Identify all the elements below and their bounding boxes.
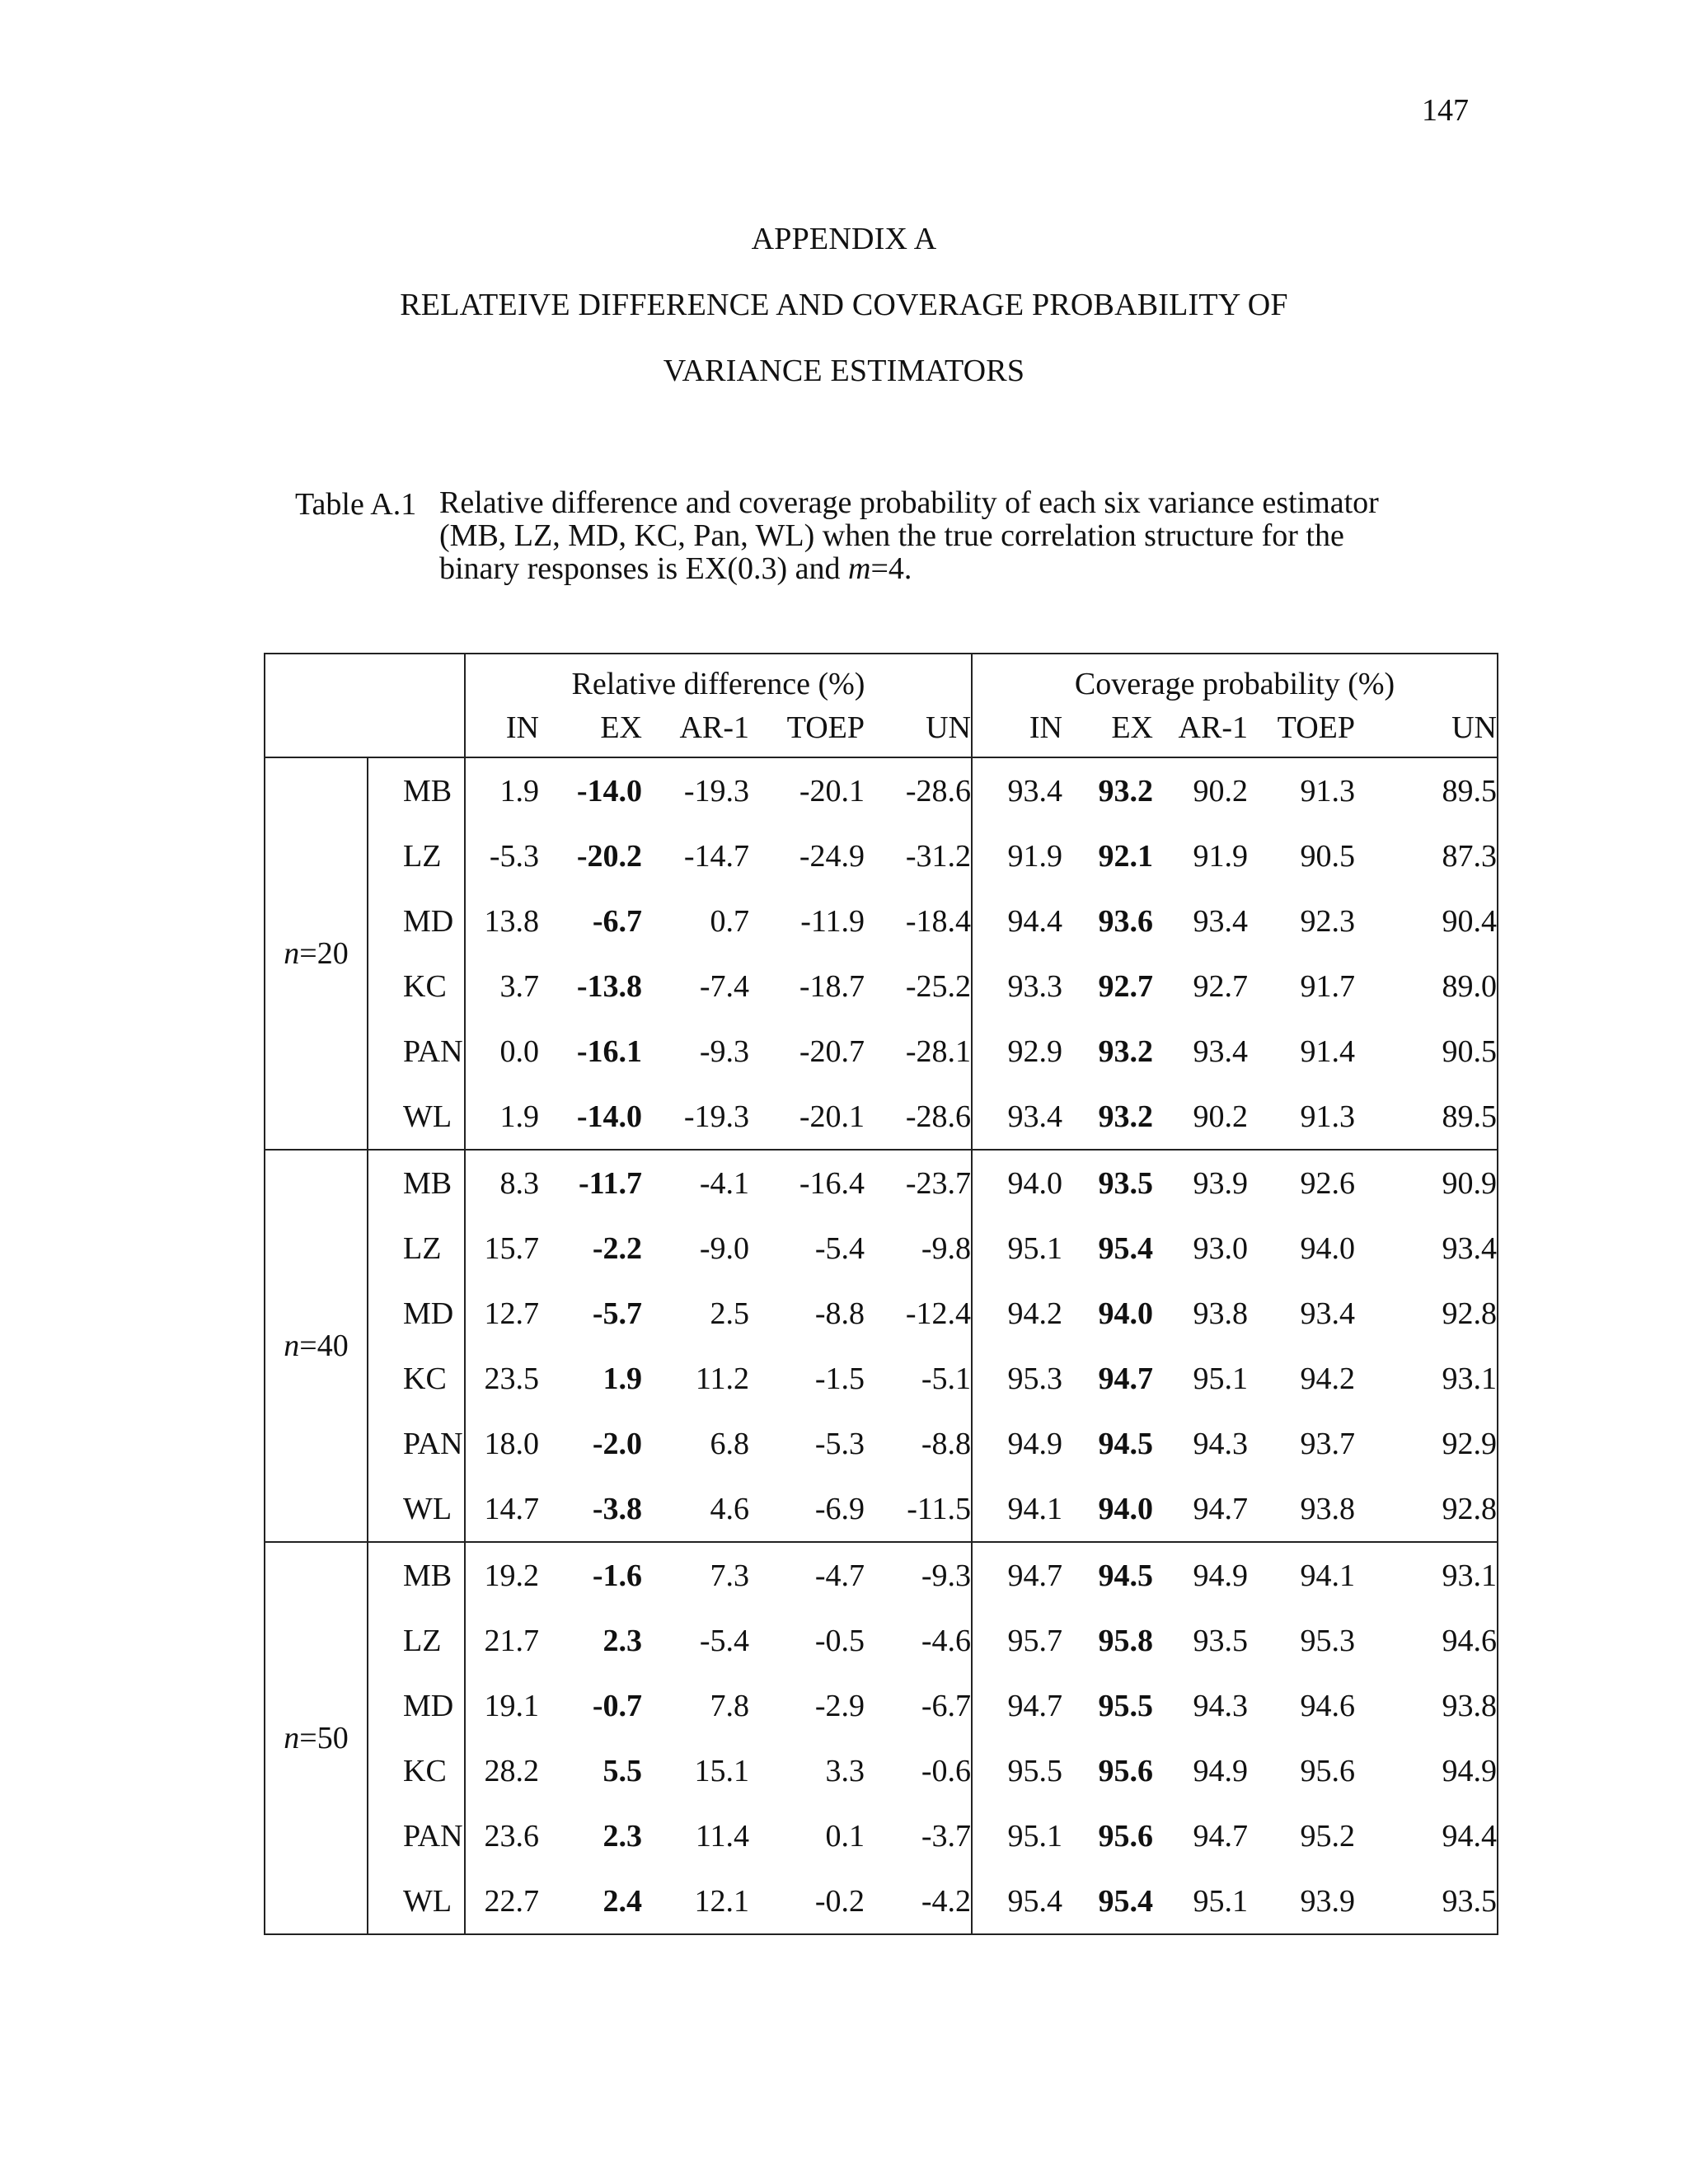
coverage-probability-cell: 94.5 bbox=[1098, 1426, 1153, 1461]
table-row bbox=[265, 1868, 1498, 1934]
relative-difference-cell: -31.2 bbox=[905, 838, 971, 874]
relative-difference-cell: 22.7 bbox=[465, 1868, 539, 1934]
col-header-rd-ex: EX bbox=[539, 705, 642, 757]
coverage-probability-cell: 92.7 bbox=[1193, 968, 1248, 1004]
appendix-subtitle-line1: RELATEIVE DIFFERENCE AND COVERAGE PROBABILITY OF bbox=[400, 288, 1288, 322]
coverage-probability-cell: 91.3 bbox=[1300, 773, 1355, 808]
coverage-probability-cell: 94.7 bbox=[1098, 1361, 1153, 1396]
coverage-probability-cell: 93.1 bbox=[1355, 1346, 1498, 1411]
caption-line-2: (MB, LZ, MD, KC, Pan, WL) when the true correlation structure for the bbox=[439, 518, 1344, 553]
coverage-probability-cell: 91.9 bbox=[1193, 838, 1248, 874]
relative-difference-cell: 18.0 bbox=[465, 1411, 539, 1476]
coverage-probability-cell: 93.5 bbox=[1193, 1623, 1248, 1658]
relative-difference-cell: 21.7 bbox=[465, 1608, 539, 1673]
table-row bbox=[265, 1608, 1498, 1673]
coverage-probability-cell: 94.1 bbox=[1300, 1558, 1355, 1593]
relative-difference-cell: -28.1 bbox=[905, 1033, 971, 1069]
relative-difference-cell: -25.2 bbox=[905, 968, 971, 1004]
relative-difference-cell: 3.7 bbox=[465, 954, 539, 1019]
coverage-probability-cell: 95.4 bbox=[1098, 1230, 1153, 1266]
coverage-probability-cell: 94.1 bbox=[972, 1476, 1062, 1542]
relative-difference-cell: 4.6 bbox=[642, 1476, 749, 1542]
coverage-probability-cell: 95.7 bbox=[972, 1608, 1062, 1673]
coverage-probability-cell: 94.7 bbox=[1153, 1476, 1248, 1542]
estimator-label: WL bbox=[368, 1868, 465, 1934]
coverage-probability-cell: 94.9 bbox=[1193, 1558, 1248, 1593]
relative-difference-cell: -16.1 bbox=[576, 1033, 642, 1069]
page-number: 147 bbox=[1422, 93, 1469, 128]
relative-difference-cell: -8.8 bbox=[814, 1296, 865, 1331]
relative-difference-cell: -9.0 bbox=[699, 1230, 749, 1266]
coverage-probability-cell: 95.4 bbox=[1062, 1868, 1153, 1934]
relative-difference-cell: -3.8 bbox=[539, 1476, 642, 1542]
appendix-subtitle-line2: VARIANCE ESTIMATORS bbox=[663, 354, 1025, 388]
coverage-probability-cell: 94.7 bbox=[972, 1542, 1062, 1608]
n-symbol: n bbox=[284, 1329, 300, 1363]
col-header-cp-ar1: AR-1 bbox=[1153, 705, 1248, 757]
sample-size-label bbox=[265, 1150, 368, 1542]
relative-difference-cell: -20.2 bbox=[576, 838, 642, 874]
coverage-probability-cell: 90.9 bbox=[1355, 1150, 1498, 1216]
col-header-cp-in: IN bbox=[972, 705, 1062, 757]
relative-difference-cell: 13.8 bbox=[465, 888, 539, 954]
relative-difference-cell: -6.7 bbox=[921, 1688, 971, 1723]
relative-difference-cell: 1.9 bbox=[465, 1084, 539, 1150]
coverage-probability-cell: 93.4 bbox=[1300, 1296, 1355, 1331]
col-header-cp-toep: TOEP bbox=[1248, 705, 1355, 757]
relative-difference-cell: 5.5 bbox=[603, 1753, 642, 1788]
table-row bbox=[265, 888, 1498, 954]
table-row bbox=[265, 954, 1498, 1019]
coverage-probability-cell: 91.3 bbox=[1248, 1084, 1355, 1150]
relative-difference-cell: -5.4 bbox=[814, 1230, 865, 1266]
coverage-probability-cell: 93.3 bbox=[972, 954, 1062, 1019]
estimator-label: PAN bbox=[403, 1033, 463, 1069]
estimator-label: LZ bbox=[403, 1623, 442, 1658]
caption-line-3-end: =4. bbox=[870, 551, 912, 586]
relative-difference-cell: 12.1 bbox=[642, 1868, 749, 1934]
coverage-probability-cell: 90.2 bbox=[1193, 773, 1248, 808]
relative-difference-cell: -3.7 bbox=[921, 1818, 971, 1854]
relative-difference-cell: 2.3 bbox=[603, 1818, 642, 1854]
estimator-label: KC bbox=[403, 968, 447, 1004]
relative-difference-cell: -1.6 bbox=[592, 1558, 642, 1593]
coverage-probability-cell: 93.0 bbox=[1193, 1230, 1248, 1266]
coverage-probability-cell: 92.3 bbox=[1300, 903, 1355, 939]
table-row bbox=[265, 1411, 1498, 1476]
coverage-probability-cell: 94.7 bbox=[1193, 1818, 1248, 1854]
relative-difference-cell: -18.4 bbox=[905, 903, 971, 939]
relative-difference-cell: -4.7 bbox=[814, 1558, 865, 1593]
table-caption bbox=[439, 486, 1470, 585]
coverage-probability-cell: 92.9 bbox=[1355, 1411, 1498, 1476]
relative-difference-cell: -2.0 bbox=[592, 1426, 642, 1461]
results-table bbox=[264, 653, 1498, 1935]
relative-difference-cell: -6.9 bbox=[749, 1476, 865, 1542]
table-row bbox=[265, 1019, 1498, 1084]
relative-difference-cell: 19.1 bbox=[465, 1673, 539, 1738]
table-row bbox=[265, 1476, 1498, 1542]
coverage-probability-cell: 93.2 bbox=[1062, 1084, 1153, 1150]
estimator-label: WL bbox=[368, 1084, 465, 1150]
coverage-probability-cell: 93.4 bbox=[1193, 1033, 1248, 1069]
relative-difference-cell: -5.4 bbox=[699, 1623, 749, 1658]
appendix-title: APPENDIX A bbox=[751, 222, 937, 256]
estimator-label: MB bbox=[403, 1558, 452, 1593]
relative-difference-cell: 28.2 bbox=[465, 1738, 539, 1803]
coverage-probability-cell: 93.5 bbox=[1098, 1165, 1153, 1201]
coverage-probability-cell: 94.2 bbox=[1300, 1361, 1355, 1396]
caption-line-1: Relative difference and coverage probability of each six variance estimator bbox=[439, 485, 1379, 520]
coverage-probability-cell: 90.2 bbox=[1153, 1084, 1248, 1150]
relative-difference-cell: -19.3 bbox=[642, 1084, 749, 1150]
coverage-probability-cell: 92.6 bbox=[1300, 1165, 1355, 1201]
relative-difference-cell: -4.6 bbox=[921, 1623, 971, 1658]
coverage-probability-cell: 95.4 bbox=[972, 1868, 1062, 1934]
coverage-probability-cell: 94.0 bbox=[1062, 1476, 1153, 1542]
relative-difference-cell: 3.3 bbox=[825, 1753, 865, 1788]
coverage-probability-cell: 94.0 bbox=[972, 1150, 1062, 1216]
table-caption-label: Table A.1 bbox=[295, 487, 417, 522]
relative-difference-cell: -4.1 bbox=[699, 1165, 749, 1201]
relative-difference-cell: 6.8 bbox=[710, 1426, 749, 1461]
relative-difference-cell: -11.5 bbox=[865, 1476, 972, 1542]
coverage-probability-cell: 94.6 bbox=[1355, 1608, 1498, 1673]
table-row bbox=[265, 1803, 1498, 1868]
coverage-probability-cell: 91.9 bbox=[972, 823, 1062, 888]
coverage-probability-cell: 95.8 bbox=[1098, 1623, 1153, 1658]
coverage-probability-cell: 94.5 bbox=[1098, 1558, 1153, 1593]
coverage-probability-cell: 93.9 bbox=[1193, 1165, 1248, 1201]
coverage-probability-cell: 94.9 bbox=[1355, 1738, 1498, 1803]
relative-difference-header: Relative difference (%) bbox=[465, 654, 972, 705]
relative-difference-cell: 15.7 bbox=[465, 1216, 539, 1281]
estimator-label: LZ bbox=[403, 1230, 442, 1266]
relative-difference-cell: 11.2 bbox=[695, 1361, 749, 1396]
relative-difference-cell: -11.7 bbox=[578, 1165, 642, 1201]
relative-difference-cell: 23.5 bbox=[465, 1346, 539, 1411]
table-header-row-1 bbox=[265, 654, 1498, 705]
relative-difference-cell: -5.1 bbox=[921, 1361, 971, 1396]
table-row bbox=[265, 1673, 1498, 1738]
estimator-label: KC bbox=[403, 1753, 447, 1788]
relative-difference-cell: -2.9 bbox=[814, 1688, 865, 1723]
coverage-probability-cell: 95.6 bbox=[1098, 1753, 1153, 1788]
col-header-cp-un: UN bbox=[1355, 705, 1498, 757]
coverage-probability-cell: 89.0 bbox=[1355, 954, 1498, 1019]
table-row bbox=[265, 1281, 1498, 1346]
coverage-probability-cell: 93.4 bbox=[1355, 1216, 1498, 1281]
coverage-probability-cell: 95.2 bbox=[1300, 1818, 1355, 1854]
n-value: =20 bbox=[299, 936, 349, 971]
coverage-probability-cell: 93.9 bbox=[1248, 1868, 1355, 1934]
coverage-probability-cell: 93.4 bbox=[1193, 903, 1248, 939]
table-row bbox=[265, 1542, 1498, 1608]
relative-difference-cell: -5.7 bbox=[592, 1296, 642, 1331]
relative-difference-cell: -20.7 bbox=[799, 1033, 865, 1069]
relative-difference-cell: -28.6 bbox=[865, 1084, 972, 1150]
n-symbol: n bbox=[284, 1721, 300, 1755]
n-value: =50 bbox=[299, 1721, 349, 1755]
estimator-label: PAN bbox=[403, 1818, 463, 1854]
relative-difference-cell: -23.7 bbox=[905, 1165, 971, 1201]
relative-difference-cell: -14.0 bbox=[539, 1084, 642, 1150]
table-row bbox=[265, 757, 1498, 823]
relative-difference-cell: -4.2 bbox=[865, 1868, 972, 1934]
estimator-label: MD bbox=[403, 903, 454, 939]
relative-difference-cell: -0.5 bbox=[814, 1623, 865, 1658]
estimator-label: PAN bbox=[403, 1426, 463, 1461]
relative-difference-cell: 2.5 bbox=[710, 1296, 749, 1331]
relative-difference-cell: -1.5 bbox=[814, 1361, 865, 1396]
coverage-probability-cell: 93.8 bbox=[1355, 1673, 1498, 1738]
estimator-label: WL bbox=[368, 1476, 465, 1542]
coverage-probability-cell: 95.3 bbox=[972, 1346, 1062, 1411]
relative-difference-cell: 0.0 bbox=[465, 1019, 539, 1084]
coverage-probability-cell: 92.1 bbox=[1098, 838, 1153, 874]
estimator-label: MD bbox=[403, 1296, 454, 1331]
relative-difference-cell: -16.4 bbox=[799, 1165, 865, 1201]
coverage-probability-cell: 94.4 bbox=[972, 888, 1062, 954]
caption-line-3-text: binary responses is EX(0.3) and bbox=[439, 551, 849, 586]
table-header-row-2 bbox=[265, 705, 1498, 757]
coverage-probability-cell: 94.3 bbox=[1193, 1426, 1248, 1461]
relative-difference-cell: -19.3 bbox=[683, 773, 749, 808]
table-row bbox=[265, 1346, 1498, 1411]
relative-difference-cell: 15.1 bbox=[694, 1753, 749, 1788]
coverage-probability-cell: 90.5 bbox=[1300, 838, 1355, 874]
estimator-label: MD bbox=[403, 1688, 454, 1723]
relative-difference-cell: 23.6 bbox=[465, 1803, 539, 1868]
sample-size-label bbox=[265, 1542, 368, 1934]
coverage-probability-cell: 94.0 bbox=[1098, 1296, 1153, 1331]
coverage-probability-cell: 94.0 bbox=[1300, 1230, 1355, 1266]
relative-difference-cell: -6.7 bbox=[592, 903, 642, 939]
coverage-probability-cell: 95.5 bbox=[972, 1738, 1062, 1803]
n-symbol: n bbox=[284, 936, 300, 971]
relative-difference-cell: 7.8 bbox=[710, 1688, 749, 1723]
relative-difference-cell: 11.4 bbox=[695, 1818, 749, 1854]
sample-size-label bbox=[265, 757, 368, 1150]
estimator-label: MB bbox=[403, 773, 452, 808]
relative-difference-cell: 1.9 bbox=[465, 757, 539, 823]
coverage-probability-cell: 93.8 bbox=[1248, 1476, 1355, 1542]
caption-m-symbol: m bbox=[848, 551, 871, 586]
coverage-probability-cell: 91.4 bbox=[1300, 1033, 1355, 1069]
coverage-probability-cell: 87.3 bbox=[1355, 823, 1498, 888]
coverage-probability-cell: 90.5 bbox=[1355, 1019, 1498, 1084]
coverage-probability-cell: 93.6 bbox=[1098, 903, 1153, 939]
caption-line-3 bbox=[439, 552, 1470, 585]
coverage-probability-cell: 93.4 bbox=[972, 757, 1062, 823]
coverage-probability-cell: 94.7 bbox=[972, 1673, 1062, 1738]
coverage-probability-cell: 95.1 bbox=[1193, 1361, 1248, 1396]
col-header-cp-ex: EX bbox=[1062, 705, 1153, 757]
n-value: =40 bbox=[299, 1329, 349, 1363]
relative-difference-cell: 1.9 bbox=[603, 1361, 642, 1396]
coverage-probability-header: Coverage probability (%) bbox=[972, 654, 1498, 705]
estimator-label: LZ bbox=[403, 838, 442, 874]
estimator-label: KC bbox=[403, 1361, 447, 1396]
coverage-probability-cell: 89.5 bbox=[1355, 757, 1498, 823]
relative-difference-cell: -2.2 bbox=[592, 1230, 642, 1266]
coverage-probability-cell: 89.5 bbox=[1355, 1084, 1498, 1150]
relative-difference-cell: -0.2 bbox=[749, 1868, 865, 1934]
relative-difference-cell: -5.3 bbox=[465, 823, 539, 888]
coverage-probability-cell: 94.6 bbox=[1300, 1688, 1355, 1723]
coverage-probability-cell: 93.5 bbox=[1355, 1868, 1498, 1934]
col-header-rd-in: IN bbox=[465, 705, 539, 757]
relative-difference-cell: 14.7 bbox=[465, 1476, 539, 1542]
coverage-probability-cell: 92.9 bbox=[972, 1019, 1062, 1084]
coverage-probability-cell: 95.3 bbox=[1300, 1623, 1355, 1658]
table-row bbox=[265, 1150, 1498, 1216]
table-row bbox=[265, 1738, 1498, 1803]
coverage-probability-cell: 93.2 bbox=[1098, 1033, 1153, 1069]
coverage-probability-cell: 95.1 bbox=[972, 1803, 1062, 1868]
col-header-rd-ar1: AR-1 bbox=[642, 705, 749, 757]
coverage-probability-cell: 92.8 bbox=[1355, 1281, 1498, 1346]
table-row bbox=[265, 823, 1498, 888]
coverage-probability-cell: 95.5 bbox=[1098, 1688, 1153, 1723]
relative-difference-cell: -9.3 bbox=[921, 1558, 971, 1593]
relative-difference-cell: 7.3 bbox=[710, 1558, 749, 1593]
relative-difference-cell: 2.3 bbox=[603, 1623, 642, 1658]
coverage-probability-cell: 93.2 bbox=[1098, 773, 1153, 808]
coverage-probability-cell: 94.2 bbox=[972, 1281, 1062, 1346]
relative-difference-cell: 8.3 bbox=[465, 1150, 539, 1216]
coverage-probability-cell: 95.1 bbox=[972, 1216, 1062, 1281]
relative-difference-cell: -7.4 bbox=[699, 968, 749, 1004]
estimator-label: MB bbox=[403, 1165, 452, 1201]
relative-difference-cell: -20.1 bbox=[799, 773, 865, 808]
relative-difference-cell: 19.2 bbox=[465, 1542, 539, 1608]
relative-difference-cell: -11.9 bbox=[800, 903, 865, 939]
coverage-probability-cell: 93.1 bbox=[1355, 1542, 1498, 1608]
coverage-probability-cell: 94.4 bbox=[1355, 1803, 1498, 1868]
coverage-probability-cell: 93.4 bbox=[972, 1084, 1062, 1150]
coverage-probability-cell: 92.8 bbox=[1355, 1476, 1498, 1542]
relative-difference-cell: 0.7 bbox=[710, 903, 749, 939]
coverage-probability-cell: 94.9 bbox=[972, 1411, 1062, 1476]
coverage-probability-cell: 94.9 bbox=[1193, 1753, 1248, 1788]
coverage-probability-cell: 93.8 bbox=[1193, 1296, 1248, 1331]
relative-difference-cell: 0.1 bbox=[825, 1818, 865, 1854]
relative-difference-cell: 2.4 bbox=[539, 1868, 642, 1934]
relative-difference-cell: -14.7 bbox=[683, 838, 749, 874]
relative-difference-cell: -18.7 bbox=[799, 968, 865, 1004]
relative-difference-cell: 12.7 bbox=[465, 1281, 539, 1346]
coverage-probability-cell: 93.7 bbox=[1300, 1426, 1355, 1461]
coverage-probability-cell: 95.6 bbox=[1300, 1753, 1355, 1788]
relative-difference-cell: -0.7 bbox=[592, 1688, 642, 1723]
col-header-rd-un: UN bbox=[865, 705, 972, 757]
relative-difference-cell: -12.4 bbox=[905, 1296, 971, 1331]
relative-difference-cell: -9.3 bbox=[699, 1033, 749, 1069]
coverage-probability-cell: 94.3 bbox=[1193, 1688, 1248, 1723]
coverage-probability-cell: 91.7 bbox=[1300, 968, 1355, 1004]
coverage-probability-cell: 95.6 bbox=[1098, 1818, 1153, 1854]
table-row bbox=[265, 1084, 1498, 1150]
relative-difference-cell: -20.1 bbox=[749, 1084, 865, 1150]
col-header-rd-toep: TOEP bbox=[749, 705, 865, 757]
coverage-probability-cell: 90.4 bbox=[1355, 888, 1498, 954]
relative-difference-cell: -9.8 bbox=[921, 1230, 971, 1266]
relative-difference-cell: -13.8 bbox=[576, 968, 642, 1004]
relative-difference-cell: -8.8 bbox=[921, 1426, 971, 1461]
relative-difference-cell: -0.6 bbox=[921, 1753, 971, 1788]
relative-difference-cell: -5.3 bbox=[814, 1426, 865, 1461]
table-row bbox=[265, 1216, 1498, 1281]
relative-difference-cell: -14.0 bbox=[576, 773, 642, 808]
relative-difference-cell: -28.6 bbox=[905, 773, 971, 808]
coverage-probability-cell: 92.7 bbox=[1098, 968, 1153, 1004]
coverage-probability-cell: 95.1 bbox=[1153, 1868, 1248, 1934]
relative-difference-cell: -24.9 bbox=[799, 838, 865, 874]
